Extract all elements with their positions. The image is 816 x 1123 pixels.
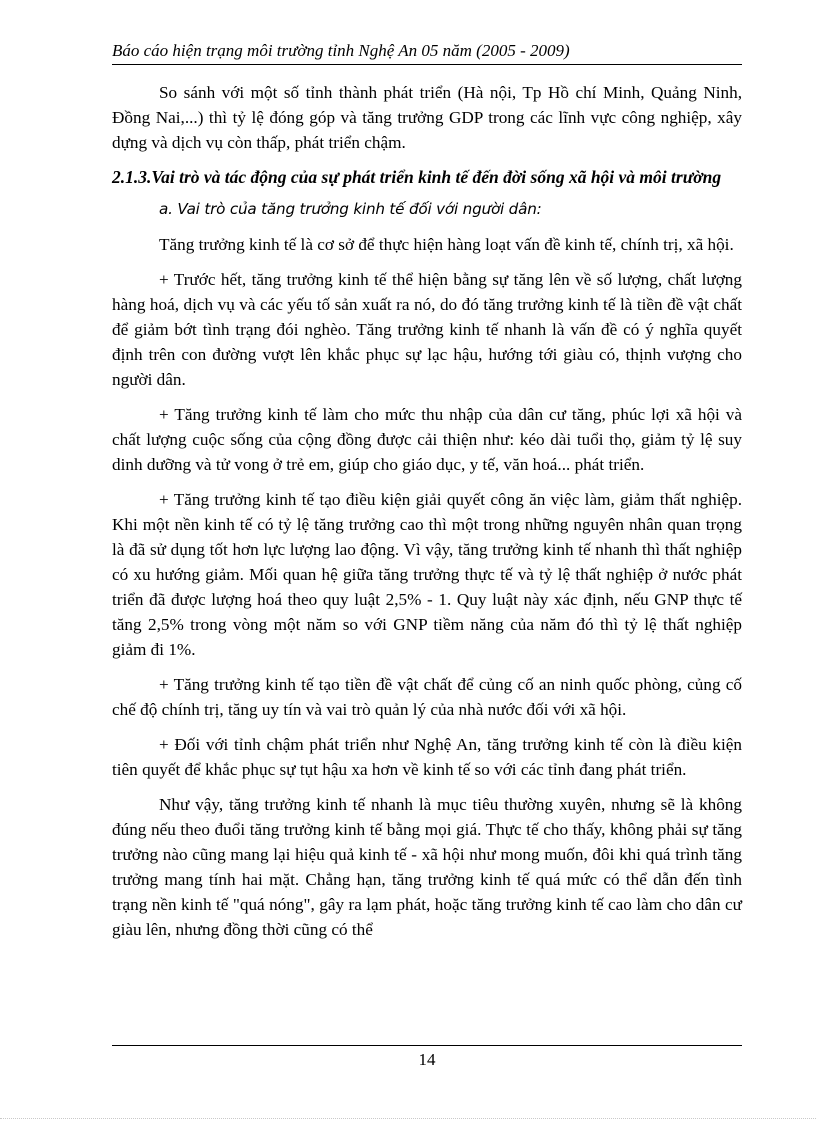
page-edge-divider <box>0 1118 816 1119</box>
paragraph: Tăng trưởng kinh tế là cơ sở để thực hiện hàng loạt vấn đề kinh tế, chính trị, xã hội. <box>159 235 734 254</box>
paragraph: + Tăng trưởng kinh tế tạo điều kiện giải quyết công ăn việc làm, giảm thất nghiệp. Khi một nền kinh tế có tỷ lệ tăng trưởng cao thì một trong những nguyên nhân quan trọng là đã sử dụng tốt hơn lực lượng lao động. Vì vậy, tăng trưởng kinh tế nhanh thì thất nghiệp có xu hướng giảm. Mối quan hệ giữa tăng trưởng thực tế và tỷ lệ thất nghiệp ở nước phát triển đã được lượng hoá theo quy luật 2,5% - 1. Quy luật này xác định, nếu GNP thực tế tăng 2,5% trong vòng một năm so với GNP tiềm năng của năm đó thì tỷ lệ thất nghiệp giảm đi 1%. <box>112 490 742 659</box>
paragraph: + Trước hết, tăng trưởng kinh tế thể hiện bằng sự tăng lên về số lượng, chất lượng hàng hoá, dịch vụ và các yếu tố sản xuất ra nó, do đó tăng trưởng kinh tế là tiền đề vật chất để giảm bớt tình trạng đói nghèo. Tăng trưởng kinh tế nhanh là vấn đề có ý nghĩa quyết định trên con đường vượt lên khắc phục sự lạc hậu, hướng tới giàu có, thịnh vượng cho người dân. <box>112 270 742 389</box>
section-heading: 2.1.3.Vai trò và tác động của sự phát triển kinh tế đến đời sống xã hội và môi trường <box>112 167 722 187</box>
page-header <box>112 40 742 65</box>
paragraph: + Đối với tỉnh chậm phát triển như Nghệ An, tăng trưởng kinh tế còn là điều kiện tiên quyết để khắc phục sự tụt hậu xa hơn về kinh tế so với các tỉnh đang phát triển. <box>112 735 742 779</box>
paragraph: Như vậy, tăng trưởng kinh tế nhanh là mục tiêu thường xuyên, nhưng sẽ là không đúng nếu theo đuổi tăng trưởng kinh tế bằng mọi giá. Thực tế cho thấy, không phải sự tăng trưởng nào cũng mang lại hiệu quả kinh tế - xã hội như mong muốn, đôi khi quá trình tăng trưởng mang tính hai mặt. Chẳng hạn, tăng trưởng kinh tế quá mức có thể dẫn đến tình trạng nền kinh tế "quá nóng", gây ra lạm phát, hoặc tăng trưởng kinh tế cao làm cho dân cư giàu lên, nhưng đồng thời cũng có thể <box>112 795 742 939</box>
footer-divider <box>112 1045 742 1046</box>
paragraph: + Tăng trưởng kinh tế làm cho mức thu nhập của dân cư tăng, phúc lợi xã hội và chất lượng cuộc sống của cộng đồng được cải thiện như: kéo dài tuổi thọ, giảm tỷ lệ suy dinh dưỡng và tử vong ở trẻ em, giúp cho giáo dục, y tế, văn hoá... phát triển. <box>112 405 742 474</box>
page-number: 14 <box>418 1050 436 1069</box>
subheading: a. Vai trò của tăng trưởng kinh tế đối với người dân: <box>159 200 542 218</box>
document-body <box>112 80 742 952</box>
paragraph-intro: So sánh với một số tỉnh thành phát triển (Hà nội, Tp Hồ chí Minh, Quảng Ninh, Đồng Nai,...) thì tỷ lệ đóng góp và tăng trưởng GDP trong các lĩnh vực công nghiệp, xây dựng và dịch vụ còn thấp, phát triển chậm. <box>112 83 742 152</box>
header-title: Báo cáo hiện trạng môi trường tỉnh Nghệ An 05 năm (2005 - 2009) <box>112 41 570 60</box>
paragraph: + Tăng trưởng kinh tế tạo tiền đề vật chất để củng cố an ninh quốc phòng, củng cố chế độ chính trị, tăng uy tín và vai trò quản lý của nhà nước đối với xã hội. <box>112 675 742 719</box>
